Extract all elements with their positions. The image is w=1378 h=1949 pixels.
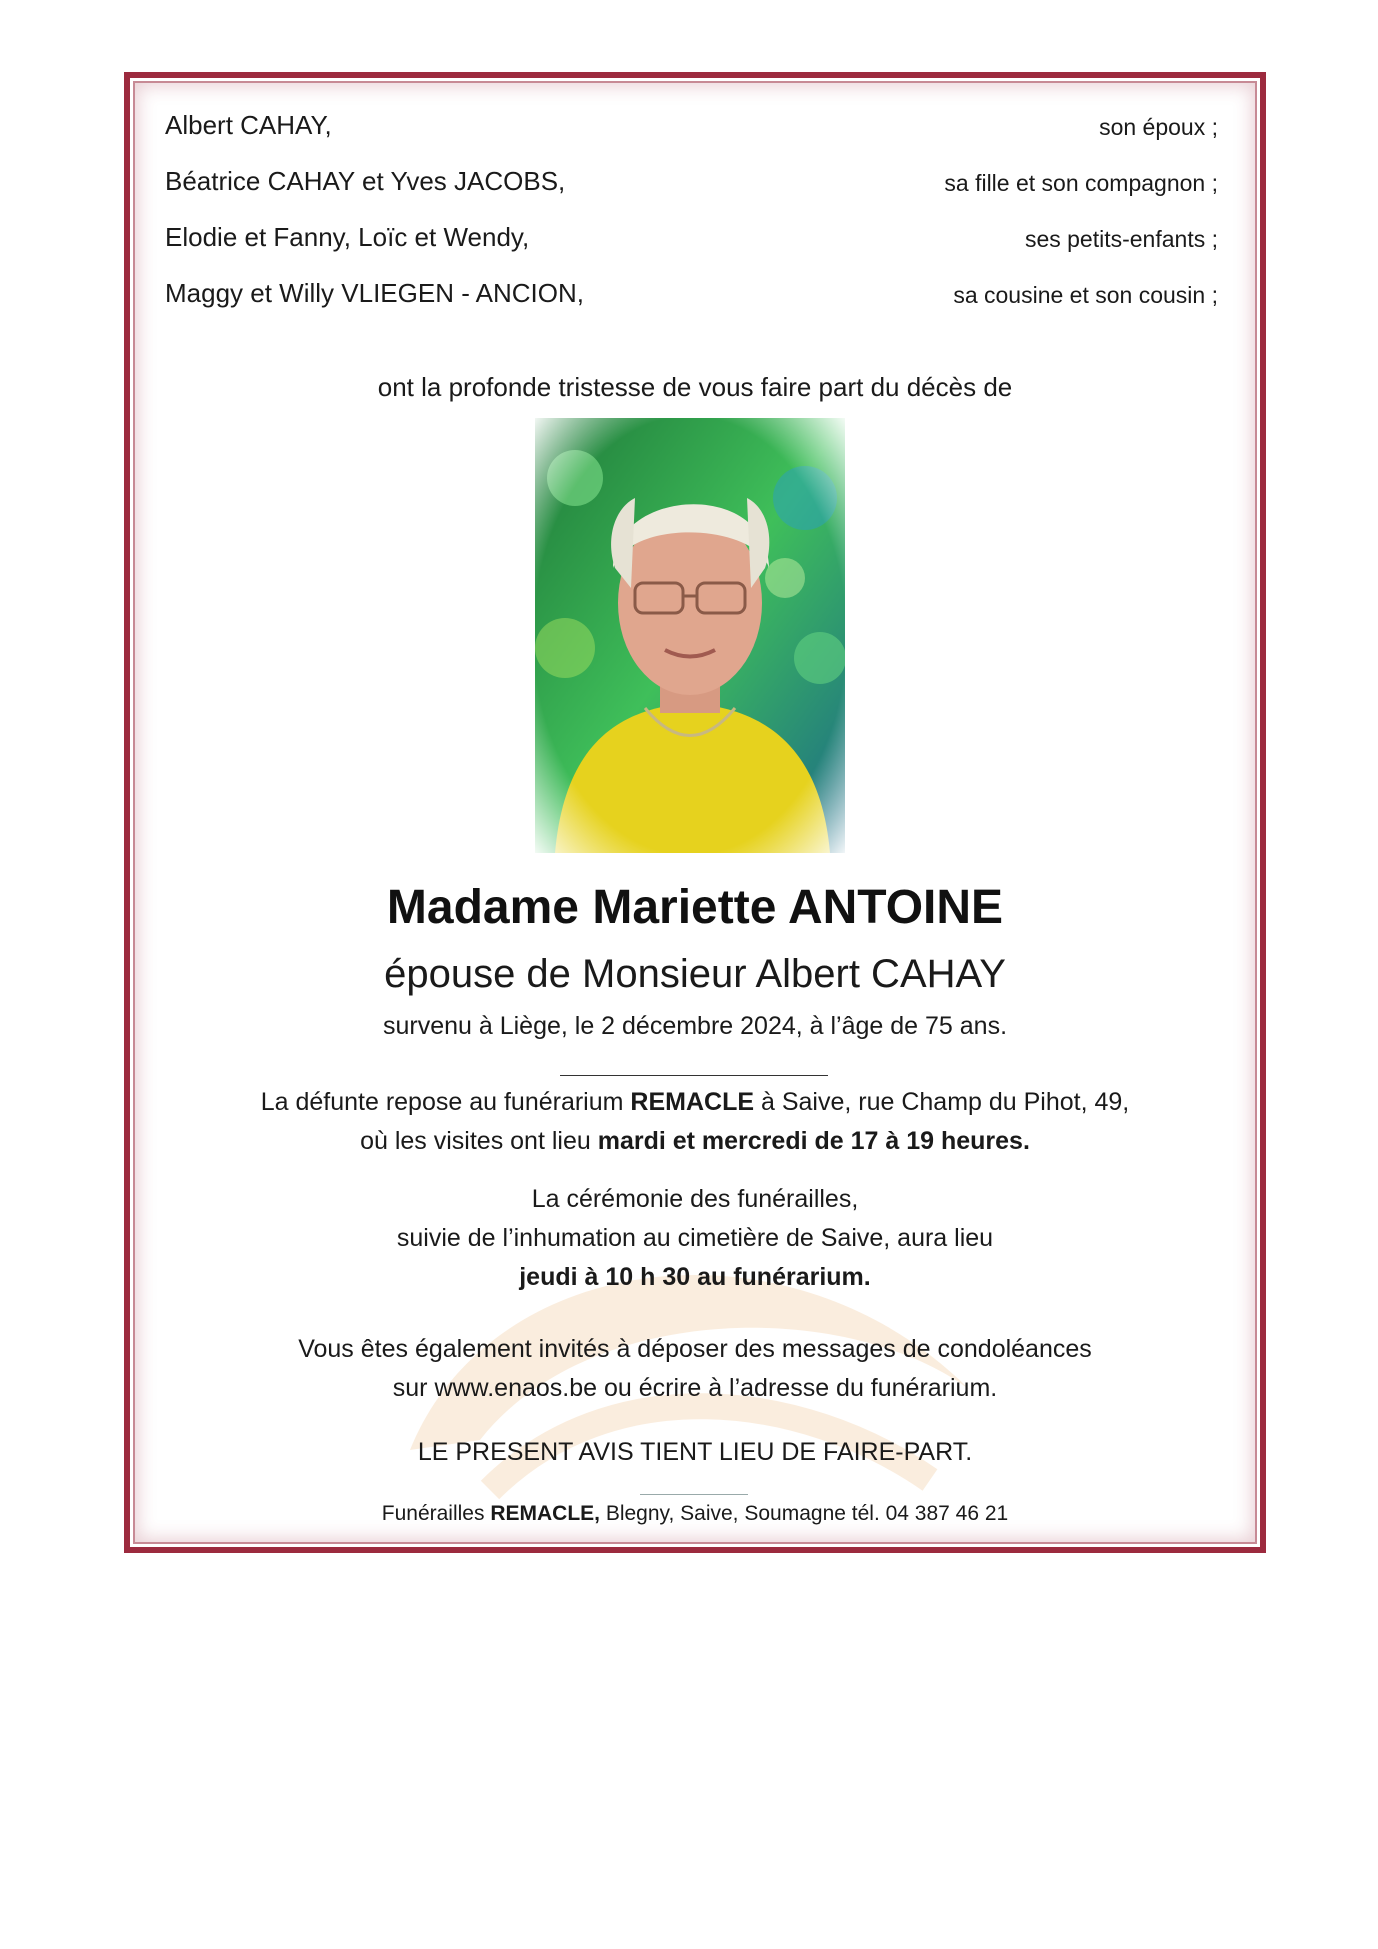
- family-row: [165, 110, 1218, 150]
- death-details: survenu à Liège, le 2 décembre 2024, à l’âge de 75 ans.: [382, 1012, 1008, 1040]
- visit-text: où les visites ont lieu: [360, 1127, 598, 1155]
- family-relation: sa fille et son compagnon ;: [944, 170, 1218, 196]
- footer-funeral-home: [124, 1502, 1266, 1526]
- family-relation: ses petits-enfants ;: [1024, 226, 1218, 252]
- family-row: [165, 166, 1218, 206]
- condolences-line: sur www.enaos.be ou écrire à l’adresse du funérarium.: [392, 1374, 998, 1402]
- family-member-name: Albert CAHAY,: [165, 110, 332, 140]
- ceremony-time: jeudi à 10 h 30 au funérarium.: [519, 1263, 871, 1291]
- family-member-name: Béatrice CAHAY et Yves JACOBS,: [165, 166, 566, 196]
- family-row: [165, 278, 1218, 318]
- family-row: [165, 222, 1218, 262]
- condolences-line: Vous êtes également invités à déposer des messages de condoléances: [298, 1335, 1092, 1363]
- visitation-paragraph: [124, 1083, 1266, 1161]
- visit-text: La défunte repose au funérarium: [260, 1088, 631, 1116]
- family-relation: sa cousine et son cousin ;: [953, 282, 1218, 308]
- family-member-name: Maggy et Willy VLIEGEN - ANCION,: [165, 278, 584, 308]
- ceremony-line: La cérémonie des funérailles,: [531, 1185, 859, 1213]
- family-member-name: Elodie et Fanny, Loïc et Wendy,: [165, 222, 530, 252]
- spouse-line: épouse de Monsieur Albert CAHAY: [384, 952, 1006, 996]
- divider: [560, 1075, 828, 1076]
- ceremony-paragraph: [124, 1180, 1266, 1297]
- visit-address: à Saive, rue Champ du Pihot, 49,: [754, 1088, 1130, 1116]
- family-relation: son époux ;: [1099, 114, 1218, 140]
- notice-statement: LE PRESENT AVIS TIENT LIEU DE FAIRE-PART.: [417, 1438, 973, 1466]
- footer-contact: Blegny, Saive, Soumagne tél. 04 387 46 21: [600, 1502, 1009, 1525]
- footer-divider: [640, 1494, 748, 1495]
- condolences-paragraph: [124, 1330, 1266, 1408]
- footer-company: REMACLE,: [490, 1502, 600, 1525]
- funeral-home-name: REMACLE: [630, 1088, 755, 1116]
- ceremony-line: suivie de l’inhumation au cimetière de Saive, aura lieu: [396, 1224, 994, 1252]
- footer-text: Funérailles: [381, 1502, 491, 1525]
- deceased-name: Madame Mariette ANTOINE: [386, 881, 1004, 934]
- announcement-intro: ont la profonde tristesse de vous faire part du décès de: [377, 372, 1013, 402]
- visit-hours: mardi et mercredi de 17 à 19 heures.: [597, 1127, 1030, 1155]
- deceased-portrait-photo: [535, 418, 845, 853]
